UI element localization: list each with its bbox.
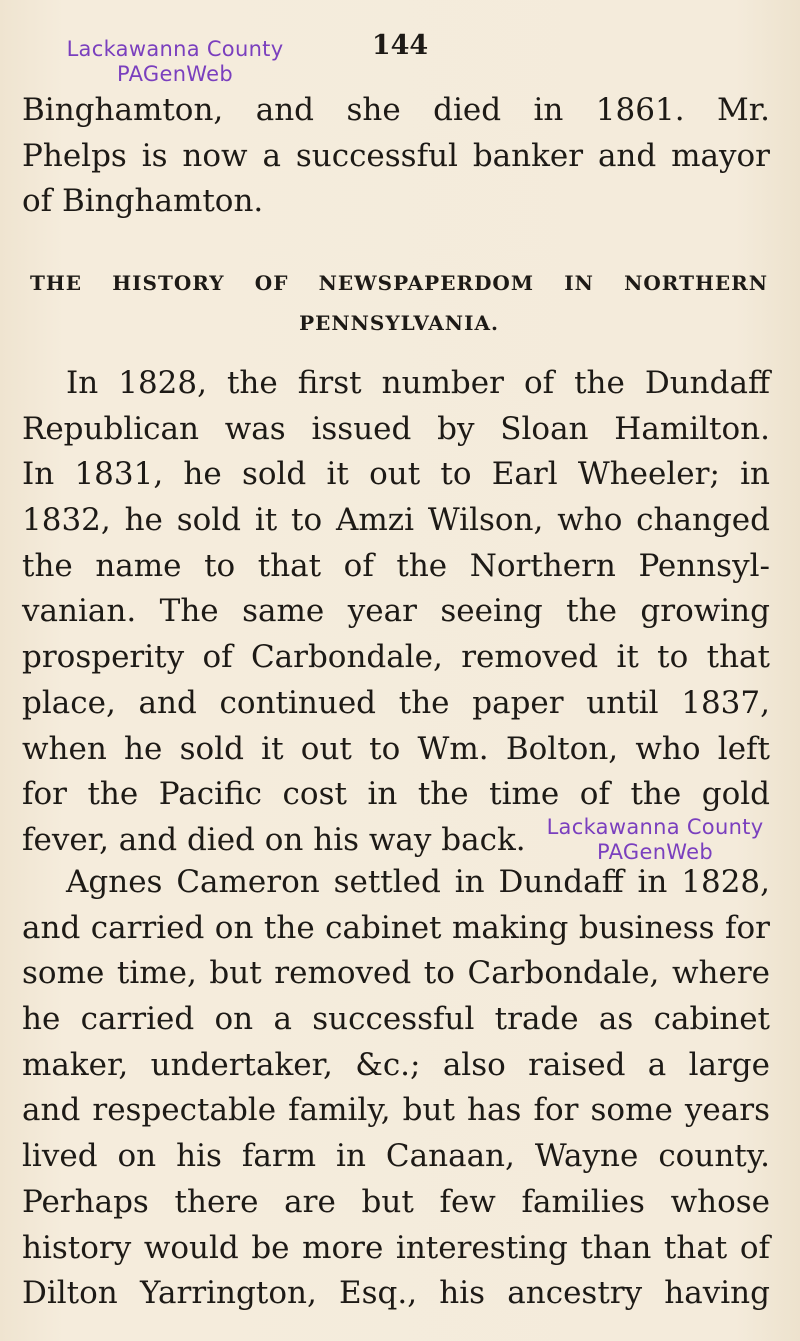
opening-paragraph xyxy=(22,88,770,225)
text-line: and respectable family, but has for some years xyxy=(22,1092,770,1129)
watermark-line-1: Lackawanna County xyxy=(546,815,764,839)
text-line: In 1828, the first number of the Dundaff xyxy=(66,365,770,401)
page-number: 144 xyxy=(371,30,429,61)
watermark-middle xyxy=(524,815,786,865)
heading-line: PENNSYLVANIA. xyxy=(299,311,499,335)
text-line: Agnes Cameron settled in Dundaff in 1828, xyxy=(66,864,770,900)
text-line: Dilton Yarrington, Esq., his ancestry having xyxy=(22,1275,770,1312)
text-line: lived on his farm in Canaan, Wayne county. xyxy=(22,1138,770,1175)
text-line: of Binghamton. xyxy=(22,183,264,220)
watermark-top xyxy=(44,37,306,87)
heading-line: THE HISTORY OF NEWSPAPERDOM IN NORTHERN xyxy=(30,271,768,295)
text-line: history would be more interesting than that of xyxy=(22,1229,770,1266)
text-line: some time, but removed to Carbondale, where xyxy=(22,955,770,992)
text-line: maker, undertaker, &c.; also raised a large xyxy=(22,1046,770,1083)
text-line: Republican was issued by Sloan Hamilton. xyxy=(22,410,770,447)
watermark-line-2: PAGenWeb xyxy=(116,62,233,86)
text-line: Binghamton, and she died in 1861. Mr. xyxy=(22,92,770,128)
text-line: prosperity of Carbondale, removed it to that xyxy=(22,639,770,676)
paragraph-cameron xyxy=(22,860,770,1317)
text-line: fever, and died on his way back. xyxy=(22,821,526,858)
text-line: for the Pacific cost in the time of the gold xyxy=(22,776,770,813)
paragraph-newspaper xyxy=(22,361,770,864)
text-line: vanian. The same year seeing the growing xyxy=(22,593,770,630)
text-line: Perhaps there are but few families whose xyxy=(22,1183,770,1220)
text-line: In 1831, he sold it out to Earl Wheeler; in xyxy=(22,456,770,493)
watermark-line-2: PAGenWeb xyxy=(596,840,713,864)
text-line: 1832, he sold it to Amzi Wilson, who changed xyxy=(22,502,770,539)
text-line: he carried on a successful trade as cabinet xyxy=(22,1001,770,1038)
watermark-line-1: Lackawanna County xyxy=(66,37,284,61)
text-line: and carried on the cabinet making business for xyxy=(22,909,770,946)
text-line: Phelps is now a successful banker and mayor xyxy=(22,137,770,174)
section-heading xyxy=(30,263,768,343)
text-line: when he sold it out to Wm. Bolton, who left xyxy=(22,730,770,767)
text-line: place, and continued the paper until 1837, xyxy=(22,684,770,721)
text-line: the name to that of the Northern Pennsyl- xyxy=(22,547,770,584)
